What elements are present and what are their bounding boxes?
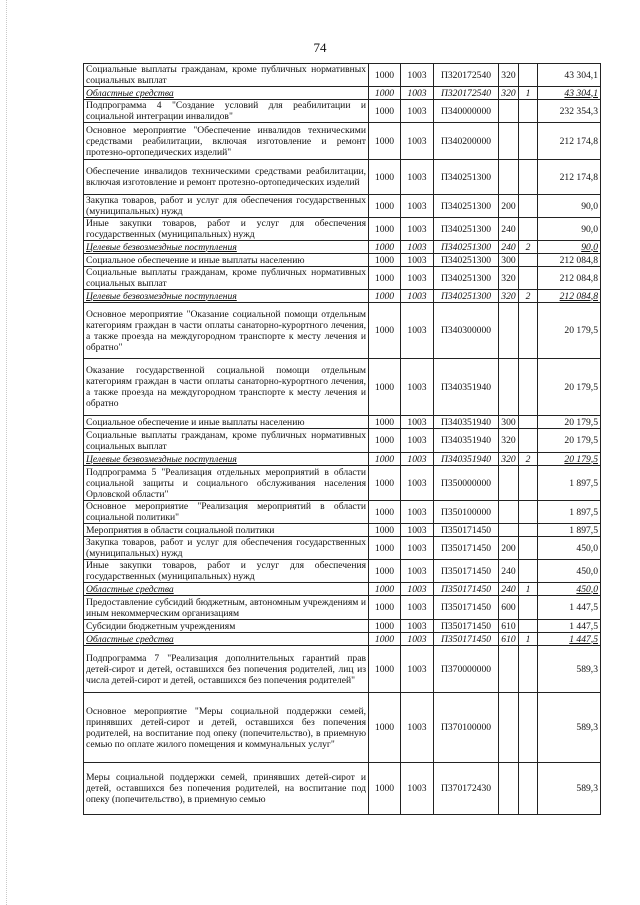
table-row [84,453,601,466]
row-target-article: П370172430 [434,763,499,815]
row-source-code [519,646,538,693]
row-section: 1000 [369,303,401,359]
row-target-article: П350171450 [434,537,499,560]
row-source-code [519,100,538,123]
row-name: Подпрограмма 7 "Реализация дополнительных гарантий прав детей-сирот и детей, оставшихся без попечения родителей, лиц из числа детей-сирот и детей, оставшихся без попечения родителей" [84,646,369,693]
table-row [84,254,601,267]
row-source-code [519,303,538,359]
row-amount: 212 084,8 [538,290,601,303]
row-amount: 43 304,1 [538,87,601,100]
row-amount: 589,3 [538,763,601,815]
row-target-article: П320172540 [434,64,499,87]
row-amount: 232 354,3 [538,100,601,123]
row-section: 1000 [369,359,401,416]
row-name: Предоставление субсидий бюджетным, автономным учреждениям и иным некоммерческим организациям [84,596,369,620]
row-amount: 1 897,5 [538,466,601,501]
row-section: 1000 [369,87,401,100]
row-source-code [519,218,538,241]
row-section: 1000 [369,633,401,646]
row-subsection: 1003 [401,560,434,583]
row-amount: 90,0 [538,218,601,241]
row-subsection: 1003 [401,620,434,633]
table-row [84,64,601,87]
row-section: 1000 [369,429,401,453]
row-amount: 589,3 [538,693,601,763]
row-source-code [519,267,538,290]
row-amount: 43 304,1 [538,64,601,87]
row-source-code [519,537,538,560]
row-target-article: П340251300 [434,218,499,241]
row-expense-type: 320 [499,87,519,100]
row-subsection: 1003 [401,303,434,359]
row-source-code [519,254,538,267]
row-target-article: П320172540 [434,87,499,100]
row-subsection: 1003 [401,693,434,763]
row-section: 1000 [369,453,401,466]
table-row [84,763,601,815]
row-section: 1000 [369,501,401,524]
table-row [84,123,601,160]
row-subsection: 1003 [401,501,434,524]
row-source-code [519,64,538,87]
row-section: 1000 [369,537,401,560]
row-amount: 1 447,5 [538,620,601,633]
row-source-code: 2 [519,241,538,254]
row-expense-type: 200 [499,195,519,218]
row-source-code [519,429,538,453]
row-section: 1000 [369,763,401,815]
row-amount: 90,0 [538,241,601,254]
row-target-article: П370100000 [434,693,499,763]
row-name: Основное мероприятие "Обеспечение инвалидов техническими средствами реабилитации, включая изготовление и ремонт протезно-ортопедических изделий" [84,123,369,160]
row-subsection: 1003 [401,87,434,100]
row-section: 1000 [369,290,401,303]
row-expense-type: 320 [499,290,519,303]
row-source-code [519,560,538,583]
row-subsection: 1003 [401,453,434,466]
row-name: Основное мероприятие "Меры социальной поддержки семей, принявших детей-сирот и детей, оставшихся без попечения родителей, на воспитание под опеку (попечительство), в приемную семью по оплате жилого помещения и коммунальных услуг" [84,693,369,763]
row-expense-type: 610 [499,620,519,633]
row-name: Областные средства [84,87,369,100]
table-row [84,303,601,359]
row-subsection: 1003 [401,633,434,646]
row-target-article: П340200000 [434,123,499,160]
row-section: 1000 [369,64,401,87]
row-source-code [519,693,538,763]
row-amount: 450,0 [538,560,601,583]
row-amount: 1 897,5 [538,501,601,524]
row-expense-type: 320 [499,453,519,466]
row-target-article: П350171450 [434,583,499,596]
row-expense-type [499,693,519,763]
row-expense-type [499,303,519,359]
row-target-article: П340000000 [434,100,499,123]
row-source-code: 1 [519,583,538,596]
row-target-article: П350171450 [434,596,499,620]
table-row [84,524,601,537]
row-section: 1000 [369,596,401,620]
row-target-article: П340351940 [434,429,499,453]
row-target-article: П350171450 [434,620,499,633]
row-target-article: П350171450 [434,633,499,646]
row-section: 1000 [369,620,401,633]
row-section: 1000 [369,416,401,429]
row-source-code [519,359,538,416]
row-subsection: 1003 [401,64,434,87]
row-source-code: 1 [519,87,538,100]
table-row [84,583,601,596]
row-section: 1000 [369,195,401,218]
row-subsection: 1003 [401,466,434,501]
row-source-code [519,763,538,815]
row-name: Субсидии бюджетным учреждениям [84,620,369,633]
row-name: Закупка товаров, работ и услуг для обеспечения государственных (муниципальных) нужд [84,537,369,560]
row-subsection: 1003 [401,537,434,560]
row-amount: 212 174,8 [538,123,601,160]
row-expense-type: 300 [499,254,519,267]
table-row [84,87,601,100]
row-target-article: П350171450 [434,560,499,583]
page-edge [6,0,8,905]
row-amount: 90,0 [538,195,601,218]
row-amount: 212 174,8 [538,160,601,195]
row-target-article: П340251300 [434,267,499,290]
row-subsection: 1003 [401,290,434,303]
table-row [84,693,601,763]
row-expense-type [499,524,519,537]
table-row [84,596,601,620]
row-subsection: 1003 [401,241,434,254]
row-amount: 450,0 [538,583,601,596]
row-source-code [519,501,538,524]
row-name: Закупка товаров, работ и услуг для обеспечения государственных (муниципальных) нужд [84,195,369,218]
row-target-article: П340251300 [434,160,499,195]
row-source-code [519,416,538,429]
table-row [84,100,601,123]
row-target-article: П340351940 [434,359,499,416]
row-expense-type: 320 [499,267,519,290]
row-section: 1000 [369,218,401,241]
row-name: Мероприятия в области социальной политики [84,524,369,537]
row-subsection: 1003 [401,429,434,453]
row-subsection: 1003 [401,646,434,693]
row-amount: 20 179,5 [538,359,601,416]
row-name: Целевые безвозмездные поступления [84,241,369,254]
row-target-article: П370000000 [434,646,499,693]
row-target-article: П340251300 [434,241,499,254]
row-target-article: П340351940 [434,416,499,429]
row-expense-type [499,501,519,524]
row-subsection: 1003 [401,596,434,620]
row-source-code: 2 [519,453,538,466]
row-expense-type: 240 [499,583,519,596]
row-subsection: 1003 [401,123,434,160]
row-section: 1000 [369,123,401,160]
row-subsection: 1003 [401,524,434,537]
budget-table [83,63,601,815]
row-name: Социальные выплаты гражданам, кроме публичных нормативных социальных выплат [84,267,369,290]
row-name: Социальные выплаты гражданам, кроме публичных нормативных социальных выплат [84,429,369,453]
budget-table-body [84,64,601,815]
row-subsection: 1003 [401,763,434,815]
table-row [84,160,601,195]
row-expense-type: 240 [499,241,519,254]
row-section: 1000 [369,560,401,583]
row-name: Меры социальной поддержки семей, принявших детей-сирот и детей, оставшихся без попечения родителей, на воспитание под опеку (попечительство), в приемную семью [84,763,369,815]
row-source-code [519,195,538,218]
row-name: Основное мероприятие "Реализация мероприятий в области социальной политики" [84,501,369,524]
row-amount: 1 447,5 [538,633,601,646]
row-expense-type: 240 [499,218,519,241]
table-row [84,466,601,501]
row-subsection: 1003 [401,100,434,123]
row-amount: 20 179,5 [538,453,601,466]
row-section: 1000 [369,693,401,763]
table-row [84,429,601,453]
row-expense-type [499,466,519,501]
row-amount: 212 084,8 [538,254,601,267]
row-target-article: П340251300 [434,290,499,303]
row-expense-type: 320 [499,429,519,453]
row-name: Подпрограмма 4 "Создание условий для реабилитации и социальной интеграции инвалидов" [84,100,369,123]
row-target-article: П340251300 [434,195,499,218]
row-expense-type [499,763,519,815]
row-name: Оказание государственной социальной помощи отдельным категориям граждан в части оплаты санаторно-курортного лечения, а также проезда на междугородном транспорте к месту лечения и обратно [84,359,369,416]
table-row [84,633,601,646]
row-source-code [519,620,538,633]
row-target-article: П350171450 [434,524,499,537]
row-source-code [519,524,538,537]
row-subsection: 1003 [401,416,434,429]
row-expense-type [499,100,519,123]
row-name: Областные средства [84,583,369,596]
row-expense-type [499,160,519,195]
row-name: Подпрограмма 5 "Реализация отдельных мероприятий в области социальной защиты и социального обслуживания населения Орловской области" [84,466,369,501]
row-name: Социальные выплаты гражданам, кроме публичных нормативных социальных выплат [84,64,369,87]
row-expense-type: 300 [499,416,519,429]
row-target-article: П340351940 [434,453,499,466]
row-subsection: 1003 [401,160,434,195]
row-subsection: 1003 [401,267,434,290]
row-name: Социальное обеспечение и иные выплаты населению [84,416,369,429]
row-section: 1000 [369,524,401,537]
row-section: 1000 [369,160,401,195]
row-amount: 20 179,5 [538,303,601,359]
row-name: Иные закупки товаров, работ и услуг для обеспечения государственных (муниципальных) нужд [84,218,369,241]
row-target-article: П340300000 [434,303,499,359]
row-section: 1000 [369,646,401,693]
row-section: 1000 [369,241,401,254]
row-source-code [519,160,538,195]
table-row [84,560,601,583]
row-section: 1000 [369,466,401,501]
row-name: Иные закупки товаров, работ и услуг для обеспечения государственных (муниципальных) нужд [84,560,369,583]
row-subsection: 1003 [401,218,434,241]
row-subsection: 1003 [401,254,434,267]
row-subsection: 1003 [401,359,434,416]
table-row [84,537,601,560]
row-amount: 1 897,5 [538,524,601,537]
table-row [84,290,601,303]
row-expense-type: 200 [499,537,519,560]
row-amount: 20 179,5 [538,416,601,429]
row-expense-type [499,123,519,160]
row-expense-type: 610 [499,633,519,646]
row-section: 1000 [369,254,401,267]
row-target-article: П350100000 [434,501,499,524]
row-source-code [519,466,538,501]
row-expense-type: 600 [499,596,519,620]
row-subsection: 1003 [401,583,434,596]
row-expense-type [499,359,519,416]
row-name: Целевые безвозмездные поступления [84,290,369,303]
row-expense-type: 240 [499,560,519,583]
table-row [84,241,601,254]
row-name: Обеспечение инвалидов техническими средствами реабилитации, включая изготовление и ремонт протезно-ортопедических изделий [84,160,369,195]
row-expense-type [499,646,519,693]
row-name: Целевые безвозмездные поступления [84,453,369,466]
row-amount: 450,0 [538,537,601,560]
row-section: 1000 [369,100,401,123]
table-row [84,646,601,693]
row-section: 1000 [369,583,401,596]
row-source-code: 1 [519,633,538,646]
table-row [84,501,601,524]
table-row [84,195,601,218]
row-section: 1000 [369,267,401,290]
row-target-article: П340251300 [434,254,499,267]
row-amount: 20 179,5 [538,429,601,453]
row-name: Социальное обеспечение и иные выплаты населению [84,254,369,267]
table-row [84,218,601,241]
table-row [84,620,601,633]
row-source-code: 2 [519,290,538,303]
table-row [84,416,601,429]
row-amount: 1 447,5 [538,596,601,620]
row-amount: 212 084,8 [538,267,601,290]
row-name: Основное мероприятие "Оказание социальной помощи отдельным категориям граждан в части оплаты санаторно-курортного лечения, а также проезда на междугородном транспорте к месту лечения и обратно" [84,303,369,359]
row-target-article: П350000000 [434,466,499,501]
page-number: 74 [313,40,327,55]
row-source-code [519,123,538,160]
row-expense-type: 320 [499,64,519,87]
row-amount: 589,3 [538,646,601,693]
row-name: Областные средства [84,633,369,646]
row-subsection: 1003 [401,195,434,218]
table-row [84,267,601,290]
table-row [84,359,601,416]
row-source-code [519,596,538,620]
